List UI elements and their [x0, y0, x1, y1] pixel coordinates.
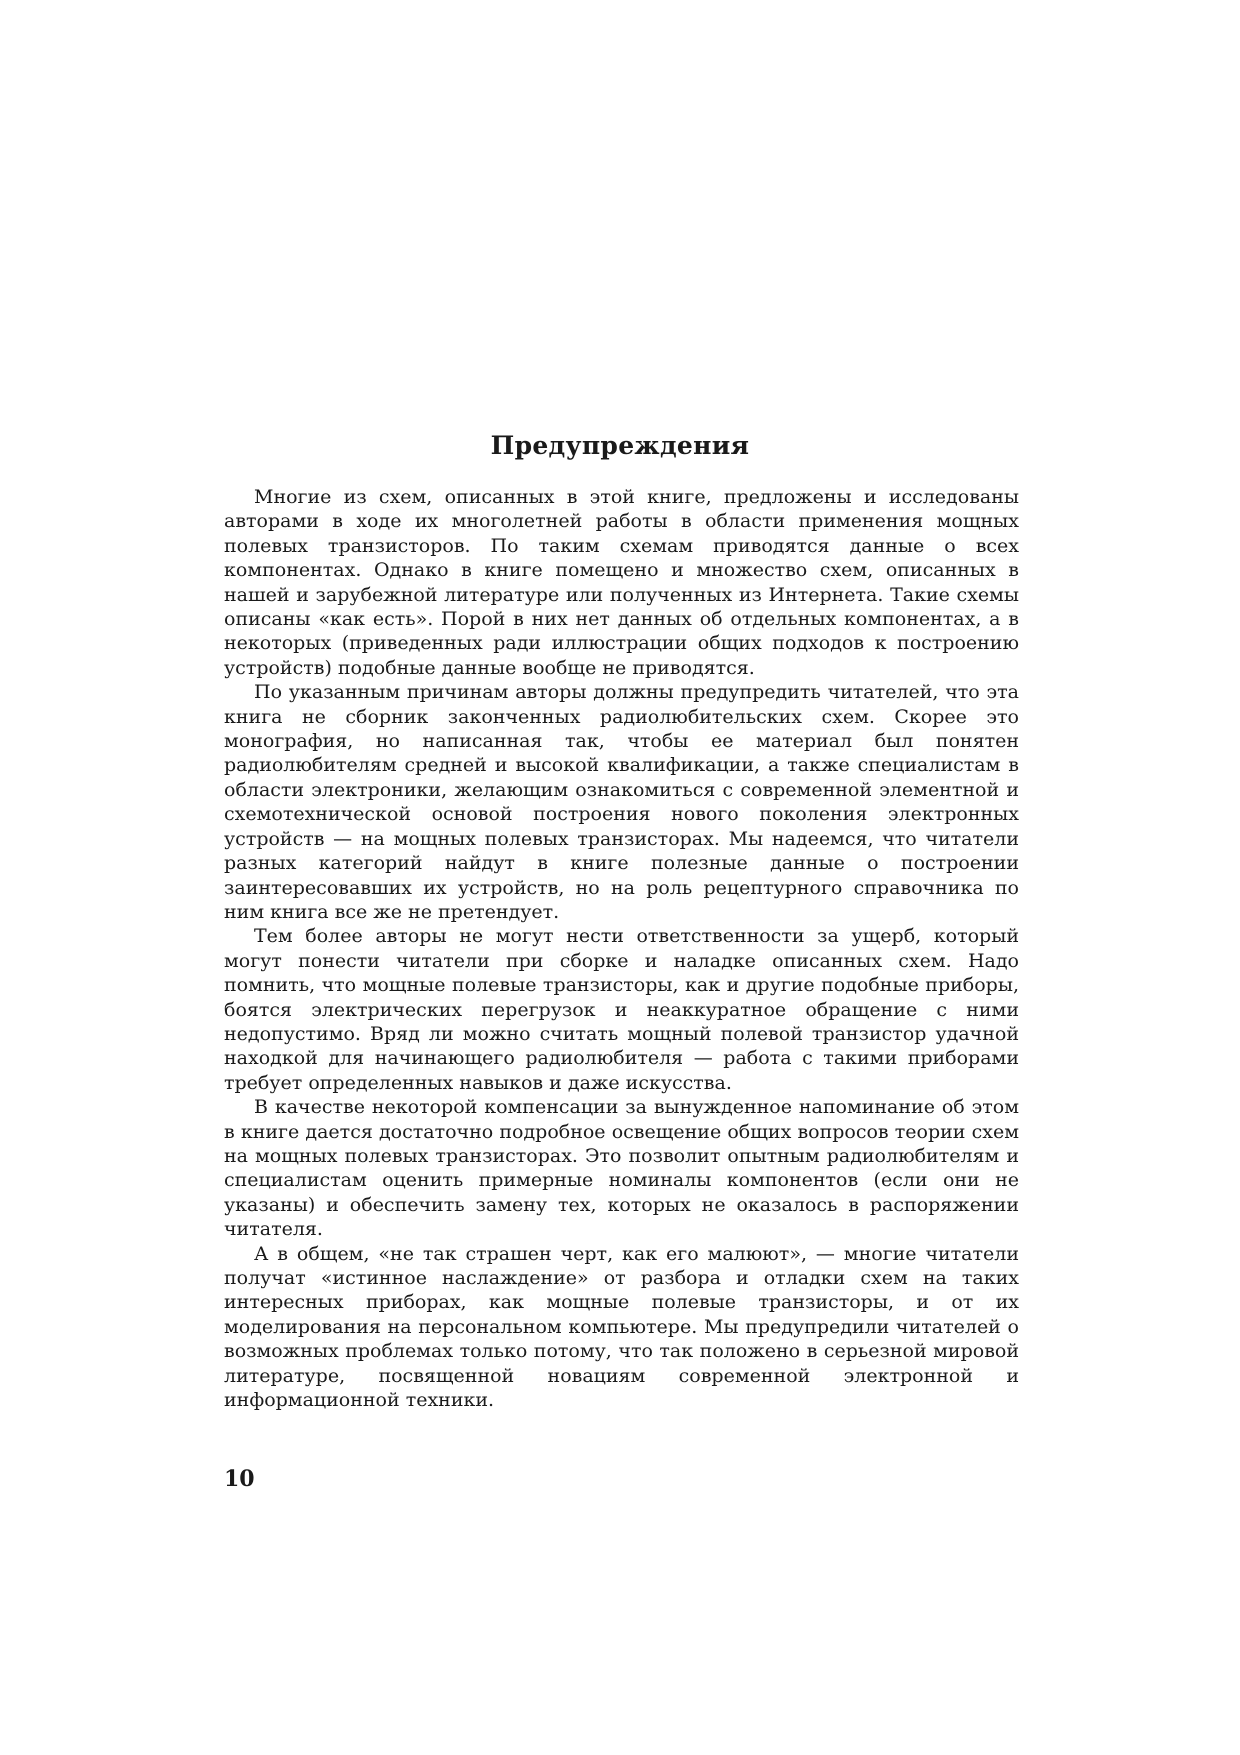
paragraph: В качестве некоторой компенсации за вынужденное напоминание об этом в книге дается достаточно подробное освещение общих вопросов теории схем на мощных полевых транзисторах. Это позволит опытным радиолюбителям и специалистам оценить примерные номиналы компонентов (если они не указаны) и обеспечить замену тех, которых не оказалось в распоряжении читателя. — [224, 1096, 1019, 1241]
body-text — [224, 485, 1019, 1412]
paragraph: По указанным причинам авторы должны предупредить читателей, что эта книга не сборник законченных радиолюбительских схем. Скорее это монография, но написанная так, чтобы ее материал был понятен радиолюбителям средней и высокой квалификации, а также специалистам в области электроники, желающим ознакомиться с современной элементной и схемотехнической основой построения нового поколения электронных устройств — на мощных полевых транзисторах. Мы надеемся, что читатели разных категорий найдут в книге полезные данные о построении заинтересовавших их устройств, но на роль рецептурного справочника по ним книга все же не претендует. — [224, 681, 1019, 923]
paragraph: А в общем, «не так страшен черт, как его малюют», — многие читатели получат «истинное наслаждение» от разбора и отладки схем на таких интересных приборах, как мощные полевые транзисторы, и от их моделирования на персональном компьютере. Мы предупредили читателей о возможных проблемах только потому, что так положено в серьезной мировой литературе, посвященной новациям современной электронной и информационной техники. — [224, 1242, 1019, 1412]
page-number: 10 — [224, 1466, 255, 1492]
paragraph: Тем более авторы не могут нести ответственности за ущерб, который могут понести читатели при сборке и наладке описанных схем. Надо помнить, что мощные полевые транзисторы, как и другие подобные приборы, боятся электрических перегрузок и неаккуратное обращение с ними недопустимо. Вряд ли можно считать мощный полевой транзистор удачной находкой для начинающего радиолюбителя — работа с такими приборами требует определенных навыков и даже искусства. — [224, 925, 1019, 1094]
paragraph: Многие из схем, описанных в этой книге, предложены и исследованы авторами в ходе их многолетней работы в области применения мощных полевых транзисторов. По таким схемам приводятся данные о всех компонентах. Однако в книге помещено и множество схем, описанных в нашей и зарубежной литературе или полученных из Интернета. Такие схемы описаны «как есть». Порой в них нет данных об отдельных компонентах, а в некоторых (приведенных ради иллюстрации общих подходов к построению устройств) подобные данные вообще не приводятся. — [224, 486, 1019, 679]
page-title: Предупреждения — [490, 431, 750, 460]
